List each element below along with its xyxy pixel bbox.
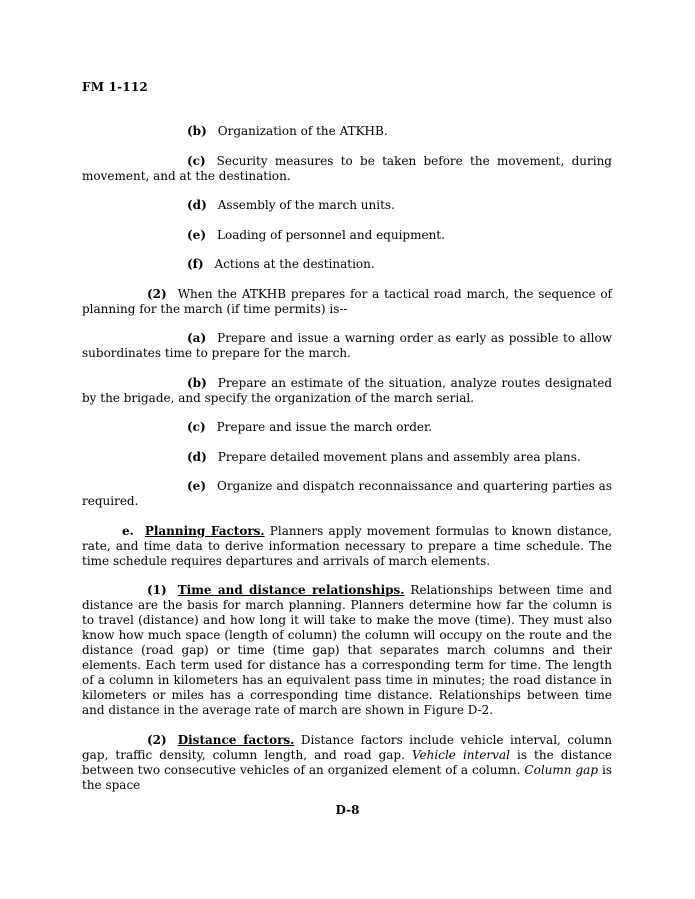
- section-text: Planners apply movement formulas to known distance, rate, and time data to derive information necessary to prepare a time schedule. The time schedule requires departures and arrivals of march elements.: [82, 523, 612, 568]
- section-title: Time and distance relationships.: [177, 583, 405, 597]
- section-title: Distance factors.: [177, 732, 295, 747]
- section-text: Relationships between time and distance are the basis for march planning. Planners determine how far the column is to travel (distance) and how long it will take to make the move (time). They must also know how much space (length of column) the column will occupy on the route and the distance (road gap) or time (time gap) that separates march columns and their elements. Each term used for distance has a corresponding term for time. The length of a column in kilometers has an equivalent pass time in minutes; the road distance in kilometers or miles has a corresponding time distance. Relationships between time and distance in the average rate of march are shown in Figure D-2.: [82, 583, 612, 717]
- defined-term: Column gap: [524, 762, 598, 777]
- list-item: [82, 228, 612, 243]
- paragraph-label: (2): [147, 286, 167, 301]
- item-label: (c): [187, 153, 206, 168]
- list-item: [82, 420, 612, 435]
- list-item: [82, 479, 612, 509]
- section-label: (2): [147, 732, 167, 747]
- section-time-distance: [82, 583, 612, 718]
- item-text: Actions at the destination.: [214, 257, 375, 271]
- section-text: Distance factors include vehicle interval, column gap, traffic density, column length, and road gap.: [82, 732, 612, 762]
- item-label: (b): [187, 375, 207, 390]
- item-label: (d): [187, 198, 207, 212]
- list-item: [82, 331, 612, 361]
- item-label: (a): [187, 331, 207, 345]
- page-number: D-8: [335, 803, 360, 817]
- item-text: Organization of the ATKHB.: [217, 124, 388, 138]
- item-label: (c): [187, 420, 206, 434]
- item-label: (b): [187, 124, 207, 138]
- document-body: [82, 124, 612, 807]
- list-item: [82, 450, 612, 465]
- section-text: is the distance between two consecutive vehicles of an organized element of a column.: [82, 747, 612, 777]
- item-text: Security measures to be taken before the movement, during movement, and at the destination.: [82, 153, 612, 183]
- section-title: Planning Factors.: [144, 523, 265, 538]
- item-label: (f): [187, 257, 204, 271]
- item-text: Prepare detailed movement plans and assembly area plans.: [217, 449, 581, 464]
- item-label: (e): [187, 227, 206, 242]
- item-text: Prepare and issue the march order.: [216, 420, 433, 434]
- list-item: [82, 376, 612, 406]
- item-label: (d): [187, 449, 207, 464]
- item-text: Prepare an estimate of the situation, analyze routes designated by the brigade, and specify the organization of the march serial.: [82, 375, 612, 405]
- section-text: is the space: [82, 762, 612, 792]
- document-id: FM 1-112: [82, 80, 148, 94]
- item-label: (e): [187, 479, 206, 493]
- section-label: (1): [147, 583, 167, 597]
- section-label: e.: [122, 523, 134, 538]
- list-item: [82, 257, 612, 272]
- item-text: Prepare and issue a warning order as early as possible to allow subordinates time to prepare for the march.: [82, 331, 612, 360]
- list-item: [82, 198, 612, 213]
- list-item: [82, 124, 612, 139]
- paragraph: [82, 287, 612, 317]
- item-text: Organize and dispatch reconnaissance and quartering parties as required.: [82, 479, 612, 508]
- item-text: Assembly of the march units.: [217, 198, 395, 212]
- paragraph-text: When the ATKHB prepares for a tactical road march, the sequence of planning for the march (if time permits) is--: [82, 286, 612, 316]
- section-planning-factors: [82, 524, 612, 569]
- list-item: [82, 154, 612, 184]
- section-distance-factors: [82, 733, 612, 793]
- item-text: Loading of personnel and equipment.: [217, 227, 445, 242]
- defined-term: Vehicle interval: [411, 747, 510, 762]
